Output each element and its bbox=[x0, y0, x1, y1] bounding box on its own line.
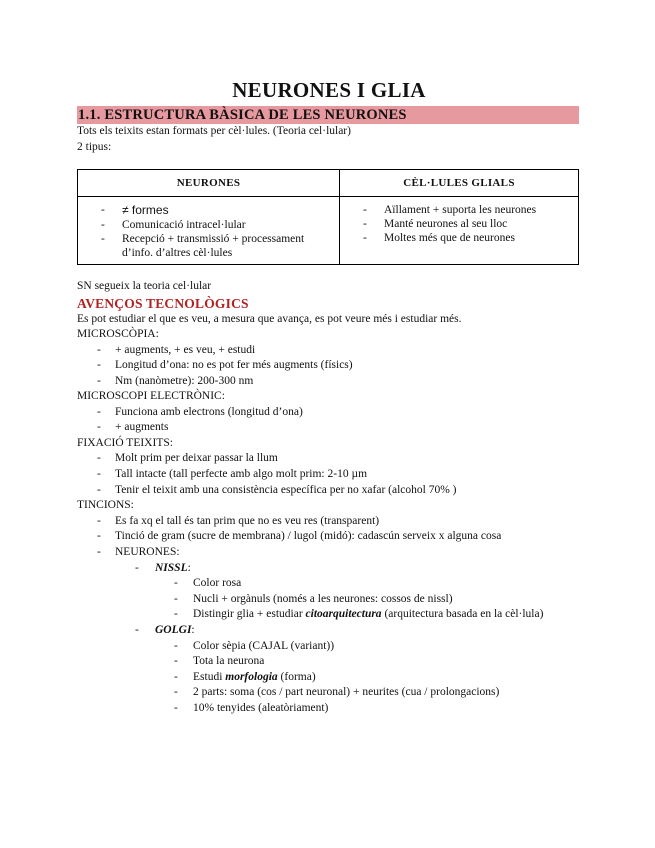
neurones-cell bbox=[78, 197, 340, 265]
list-item: - Distingir glia + estudiar citoarquitectura (arquitectura basada en la cèl·lula) bbox=[77, 607, 579, 623]
list-item: - Color sèpia (CAJAL (variant)) bbox=[77, 639, 579, 655]
list-item: - Manté neurones al seu lloc bbox=[346, 217, 572, 231]
document-page bbox=[77, 76, 579, 716]
list-item: - Nucli + orgànuls (només a les neurones: cossos de nissl) bbox=[77, 592, 579, 608]
table-header-glials: CÈL·LULES GLIALS bbox=[340, 170, 579, 197]
list-item: - Estudi morfologia (forma) bbox=[77, 670, 579, 686]
list-item: - Molt prim per deixar passar la llum bbox=[77, 451, 579, 467]
list-item: - Tinció de gram (sucre de membrana) / lugol (midó): cadascún serveix x alguna cosa bbox=[77, 529, 579, 545]
nissl-heading: - NISSL: bbox=[77, 561, 579, 577]
cell-types-table bbox=[77, 169, 579, 265]
nissl-list bbox=[77, 576, 579, 623]
list-item: - Funciona amb electrons (longitud d’ona) bbox=[77, 405, 579, 421]
nissl-group bbox=[77, 561, 579, 577]
sn-line: SN segueix la teoria cel·lular bbox=[77, 280, 212, 292]
table-header-neurones: NEURONES bbox=[78, 170, 340, 197]
intro-line: Tots els teixits estan formats per cèl·lules. (Teoria cel·lular) bbox=[77, 125, 351, 137]
electronic-label: MICROSCOPI ELECTRÒNIC: bbox=[77, 390, 225, 403]
golgi-list bbox=[77, 639, 579, 717]
list-item: - Es fa xq el tall és tan prim que no es veu res (transparent) bbox=[77, 514, 579, 530]
list-item: - NEURONES: bbox=[77, 545, 579, 561]
list-item: - 2 parts: soma (cos / part neuronal) + neurites (cua / prolongacions) bbox=[77, 685, 579, 701]
golgi-group bbox=[77, 623, 579, 639]
advances-intro: Es pot estudiar el que es veu, a mesura que avança, es pot veure més i estudiar més. bbox=[77, 312, 462, 325]
list-item: - 10% tenyides (aleatòriament) bbox=[77, 701, 579, 717]
list-item: - Comunicació intracel·lular bbox=[84, 218, 333, 232]
section-heading: 1.1. ESTRUCTURA BÀSICA DE LES NEURONES bbox=[77, 106, 579, 124]
advances-heading: AVENÇOS TECNOLÒGICS bbox=[77, 295, 249, 311]
list-item: - + augments, + es veu, + estudi bbox=[77, 343, 579, 359]
list-item: - Tall intacte (tall perfecte amb algo molt prim: 2-10 µm bbox=[77, 467, 579, 483]
electronic-list bbox=[77, 405, 579, 436]
intro-line: 2 tipus: bbox=[77, 140, 112, 153]
page-title: NEURONES I GLIA bbox=[232, 78, 426, 102]
list-item: - Tota la neurona bbox=[77, 654, 579, 670]
list-item: - Longitud d’ona: no es pot fer més augments (físics) bbox=[77, 358, 579, 374]
fixacio-list bbox=[77, 451, 579, 498]
list-item: - + augments bbox=[77, 420, 579, 436]
tincions-label: TINCIONS: bbox=[77, 499, 134, 512]
list-item: - ≠ formes bbox=[84, 203, 333, 218]
list-item: - Tenir el teixit amb una consistència específica per no xafar (alcohol 70% ) bbox=[77, 483, 579, 499]
golgi-heading: - GOLGI: bbox=[77, 623, 579, 639]
tincions-list bbox=[77, 514, 579, 561]
list-item: - Nm (nanòmetre): 200-300 nm bbox=[77, 374, 579, 390]
list-item: - Aïllament + suporta les neurones bbox=[346, 203, 572, 217]
list-item: - Moltes més que de neurones bbox=[346, 231, 572, 245]
list-item: - Recepció + transmissió + processament d’info. d’altres cèl·lules bbox=[84, 232, 333, 260]
microscopia-label: MICROSCÒPIA: bbox=[77, 328, 159, 340]
microscopia-list bbox=[77, 343, 579, 390]
glials-cell bbox=[340, 197, 579, 265]
fixacio-label: FIXACIÓ TEIXITS: bbox=[77, 436, 173, 449]
list-item: - Color rosa bbox=[77, 576, 579, 592]
